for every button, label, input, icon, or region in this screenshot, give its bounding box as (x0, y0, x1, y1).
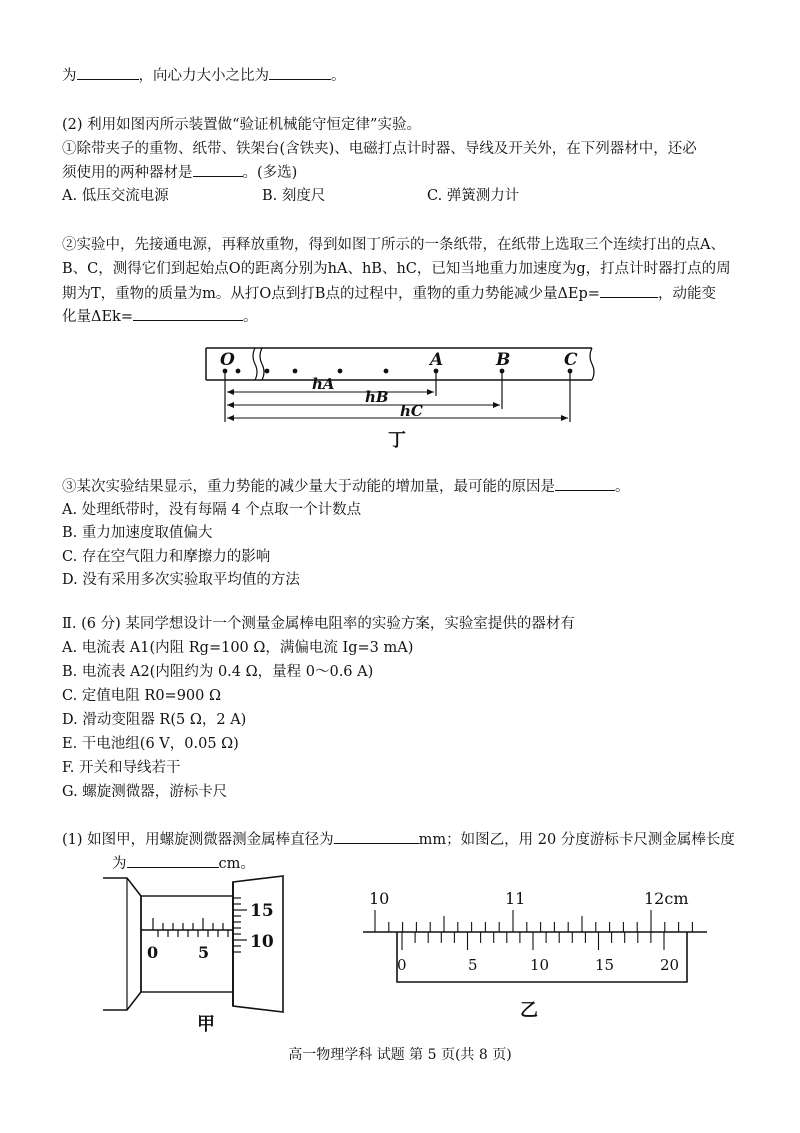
text: 。 (331, 68, 346, 84)
q2-p3 (62, 476, 630, 497)
main-label-12cm: 12cm (644, 889, 689, 908)
thimble-label-15: 15 (250, 901, 274, 921)
equipment-e: E. 干电池组(6 V，0.05 Ω) (62, 736, 239, 752)
q2-title: (2) 利用如图丙所示装置做“验证机械能守恒定律”实验。 (62, 117, 421, 133)
main-label-11: 11 (505, 889, 526, 908)
vernier-label-10: 10 (530, 956, 550, 974)
q2-p3-option-b: B. 重力加速度取值偏大 (62, 525, 213, 541)
ha-label: hA (312, 375, 335, 393)
micrometer-figure (95, 868, 285, 1038)
main-scale-ticks (375, 910, 692, 932)
line-top (62, 65, 346, 86)
text: mm；如图乙，用 20 分度游标卡尺测金属棒长度 (418, 832, 735, 848)
answer-blank[interactable] (133, 306, 243, 321)
text: 须使用的两种器材是 (62, 165, 193, 181)
paper-tape-figure (200, 340, 600, 460)
sleeve-label-5: 5 (198, 943, 210, 962)
point-b-label: B (496, 350, 511, 370)
vernier-label-15: 15 (595, 956, 615, 974)
q1-line1 (62, 829, 735, 850)
vernier-label-20: 20 (660, 956, 680, 974)
answer-blank[interactable] (193, 162, 243, 177)
text: ③某次实验结果显示，重力势能的减少量大于动能的增加量，最可能的原因是 (62, 479, 555, 495)
point-o-label: O (220, 350, 235, 370)
q2-p1-line1: ①除带夹子的重物、纸带、铁架台(含铁夹)、电磁打点计时器、导线及开关外，在下列器材中，还必 (62, 141, 697, 157)
thimble-label-10: 10 (250, 932, 274, 952)
text: (1) 如图甲，用螺旋测微器测金属棒直径为 (62, 832, 334, 848)
q2-options (62, 186, 520, 206)
text: cm。 (218, 856, 255, 872)
q2-p2-line2: B、C，测得它们到起始点O的距离分别为hA、hB、hC，已知当地重力加速度为g，打点计时器打点的周 (62, 261, 731, 277)
tape-caption: 丁 (388, 430, 406, 451)
text: 化量ΔEk= (62, 309, 133, 325)
q2-p1-line2 (62, 162, 297, 183)
answer-blank[interactable] (555, 476, 615, 491)
equipment-a: A. 电流表 A1(内阻 Rg=100 Ω，满偏电流 Ig=3 mA) (62, 640, 414, 656)
vernier-scale-ticks (402, 932, 664, 950)
text: 。(多选) (242, 165, 298, 181)
text: 为 (62, 68, 77, 84)
answer-blank[interactable] (127, 853, 219, 868)
vernier-caliper-figure (355, 882, 715, 1022)
option-b: B. 刻度尺 (262, 188, 326, 204)
text: 。 (243, 309, 258, 325)
text: 。 (615, 479, 630, 495)
part2-title: Ⅱ. (6 分) 某同学想设计一个测量金属棒电阻率的实验方案，实验室提供的器材有 (62, 616, 575, 632)
answer-blank[interactable] (334, 829, 419, 844)
equipment-c: C. 定值电阻 R0=900 Ω (62, 688, 222, 704)
text: ，动能变 (657, 286, 716, 302)
equipment-f: F. 开关和导线若干 (62, 760, 181, 776)
hc-label: hC (400, 402, 423, 420)
equipment-d: D. 滑动变阻器 R(5 Ω，2 A) (62, 712, 247, 728)
hb-label: hB (365, 388, 389, 406)
option-a: A. 低压交流电源 (62, 188, 169, 204)
option-c: C. 弹簧测力计 (427, 188, 520, 204)
text: 期为T，重物的质量为m。从打O点到打B点的过程中，重物的重力势能减少量ΔEp= (62, 286, 600, 302)
point-c-label: C (564, 350, 578, 370)
text: 为 (112, 856, 127, 872)
answer-blank[interactable] (600, 283, 658, 298)
q2-p3-option-a: A. 处理纸带时，没有每隔 4 个点取一个计数点 (62, 502, 362, 518)
point-a-label: A (430, 350, 444, 370)
sleeve-label-0: 0 (147, 943, 159, 962)
caliper-caption: 乙 (520, 1000, 538, 1021)
q2-p2-line1: ②实验中，先接通电源，再释放重物，得到如图丁所示的一条纸带，在纸带上选取三个连续打出的点A、 (62, 237, 725, 253)
answer-blank[interactable] (77, 65, 139, 80)
answer-blank[interactable] (269, 65, 331, 80)
vernier-label-0: 0 (397, 956, 407, 974)
equipment-b: B. 电流表 A2(内阻约为 0.4 Ω，量程 0～0.6 A) (62, 664, 374, 680)
main-label-10: 10 (369, 889, 390, 908)
q2-p2-line4 (62, 306, 258, 327)
text: ，向心力大小之比为 (138, 68, 269, 84)
q2-p2-line3 (62, 283, 716, 304)
tape-dots (223, 369, 573, 374)
equipment-g: G. 螺旋测微器，游标卡尺 (62, 784, 228, 800)
q2-p3-option-d: D. 没有采用多次实验取平均值的方法 (62, 572, 300, 588)
page-footer: 高一物理学科 试题 第 5 页(共 8 页) (288, 1047, 512, 1063)
micrometer-caption: 甲 (197, 1014, 215, 1035)
vernier-label-5: 5 (468, 956, 478, 974)
q2-p3-option-c: C. 存在空气阻力和摩擦力的影响 (62, 549, 271, 565)
